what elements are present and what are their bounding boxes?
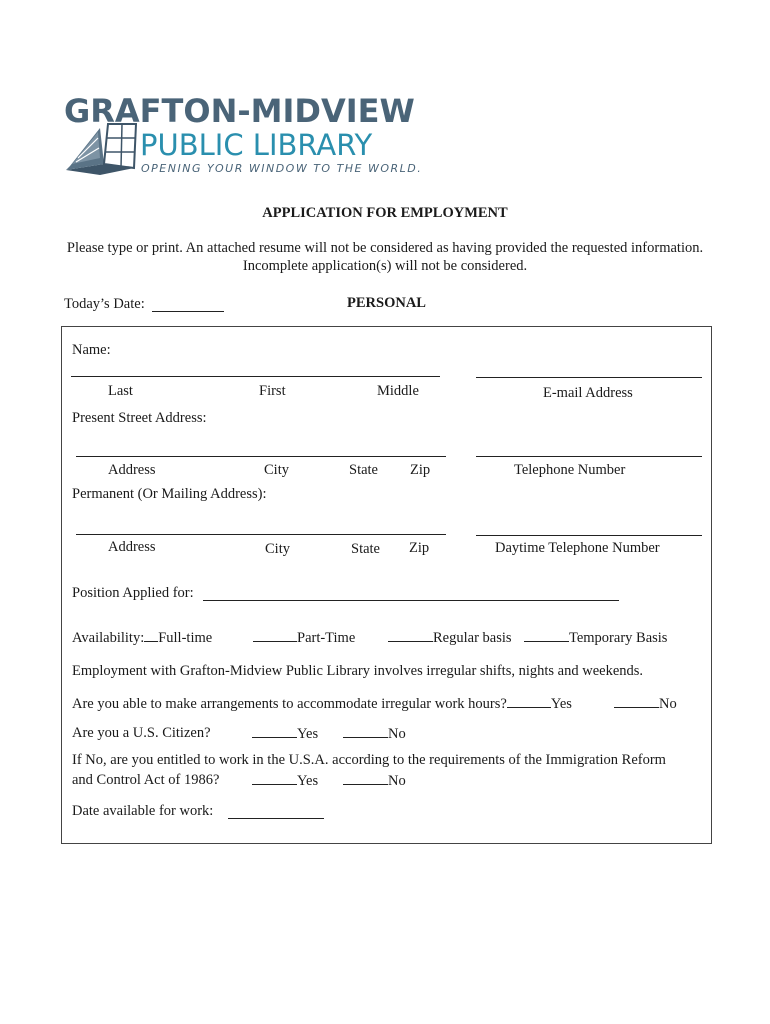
part-time-group [253, 629, 355, 647]
citizen-no-blank[interactable] [343, 725, 388, 738]
citizen-yes-blank[interactable] [252, 725, 297, 738]
present-address-label: Present Street Address: [72, 410, 207, 426]
availability-label: Availability: [72, 630, 145, 646]
logo-tagline: OPENING YOUR WINDOW TO THE WORLD. [141, 162, 423, 175]
position-field[interactable] [203, 600, 619, 601]
permanent-state-caption: State [351, 541, 380, 557]
name-field[interactable] [71, 376, 440, 377]
todays-date-field[interactable] [152, 311, 224, 312]
temporary-blank[interactable] [524, 629, 569, 642]
instructions-line-2: Incomplete application(s) will not be considered. [242, 258, 528, 274]
email-field[interactable] [476, 377, 702, 378]
immigration-yes-blank[interactable] [252, 772, 297, 785]
permanent-address-field[interactable] [76, 534, 446, 535]
regular-group [388, 629, 512, 647]
irregular-no-group [614, 695, 677, 713]
name-label: Name: [72, 342, 111, 358]
permanent-city-caption: City [265, 541, 290, 557]
citizen-no-group [343, 725, 406, 743]
citizen-no-label: No [388, 726, 406, 742]
present-state-caption: State [349, 462, 378, 478]
immigration-yes-label: Yes [297, 773, 319, 789]
citizen-yes-group [252, 725, 318, 743]
date-available-label: Date available for work: [72, 803, 214, 819]
part-time-blank[interactable] [253, 629, 297, 642]
todays-date-label: Today’s Date: [64, 296, 145, 312]
regular-blank[interactable] [388, 629, 433, 642]
immigration-no-group [343, 772, 406, 790]
immigration-question-line-2: and Control Act of 1986? [72, 772, 220, 788]
date-available-field[interactable] [228, 818, 324, 819]
daytime-telephone-field[interactable] [476, 535, 702, 536]
irregular-yes-label: Yes [550, 696, 572, 712]
immigration-no-blank[interactable] [343, 772, 388, 785]
present-address-caption: Address [108, 462, 156, 478]
employment-note: Employment with Grafton-Midview Public Library involves irregular shifts, nights and weekends. [72, 663, 644, 679]
instructions-line-1: Please type or print. An attached resume will not be considered as having provided the requested information. [66, 240, 704, 256]
section-personal: PERSONAL [347, 295, 426, 311]
irregular-hours-text: Are you able to make arrangements to accommodate irregular work hours? [72, 696, 507, 712]
telephone-caption: Telephone Number [514, 462, 626, 478]
irregular-yes-blank[interactable] [507, 695, 551, 708]
first-name-caption: First [259, 383, 286, 399]
middle-name-caption: Middle [377, 383, 419, 399]
position-label: Position Applied for: [72, 585, 194, 601]
permanent-address-caption: Address [108, 539, 156, 555]
permanent-zip-caption: Zip [409, 540, 430, 556]
full-time-blank[interactable] [144, 629, 158, 642]
last-name-caption: Last [108, 383, 133, 399]
immigration-question-line-1: If No, are you entitled to work in the U.S.A. according to the requirements of the Immigration Reform [72, 752, 666, 768]
present-address-field[interactable] [76, 456, 446, 457]
logo-title: GRAFTON-MIDVIEW [64, 92, 415, 130]
immigration-no-label: No [388, 773, 406, 789]
irregular-no-blank[interactable] [614, 695, 659, 708]
email-caption: E-mail Address [543, 385, 633, 401]
present-zip-caption: Zip [410, 462, 431, 478]
logo-subtitle: PUBLIC LIBRARY [140, 128, 373, 162]
daytime-telephone-caption: Daytime Telephone Number [495, 540, 660, 556]
regular-option: Regular basis [433, 630, 512, 646]
temporary-option: Temporary Basis [569, 630, 668, 646]
telephone-field[interactable] [476, 456, 702, 457]
form-title: APPLICATION FOR EMPLOYMENT [262, 205, 508, 221]
irregular-hours-question [72, 695, 572, 713]
immigration-yes-group [252, 772, 318, 790]
full-time-option: Full-time [158, 630, 213, 646]
citizen-yes-label: Yes [297, 726, 319, 742]
availability-row [72, 629, 212, 647]
temporary-group [524, 629, 667, 647]
irregular-no-label: No [659, 696, 677, 712]
part-time-option: Part-Time [297, 630, 356, 646]
present-city-caption: City [264, 462, 289, 478]
permanent-address-label: Permanent (Or Mailing Address): [72, 486, 267, 502]
citizen-question: Are you a U.S. Citizen? [72, 725, 211, 741]
